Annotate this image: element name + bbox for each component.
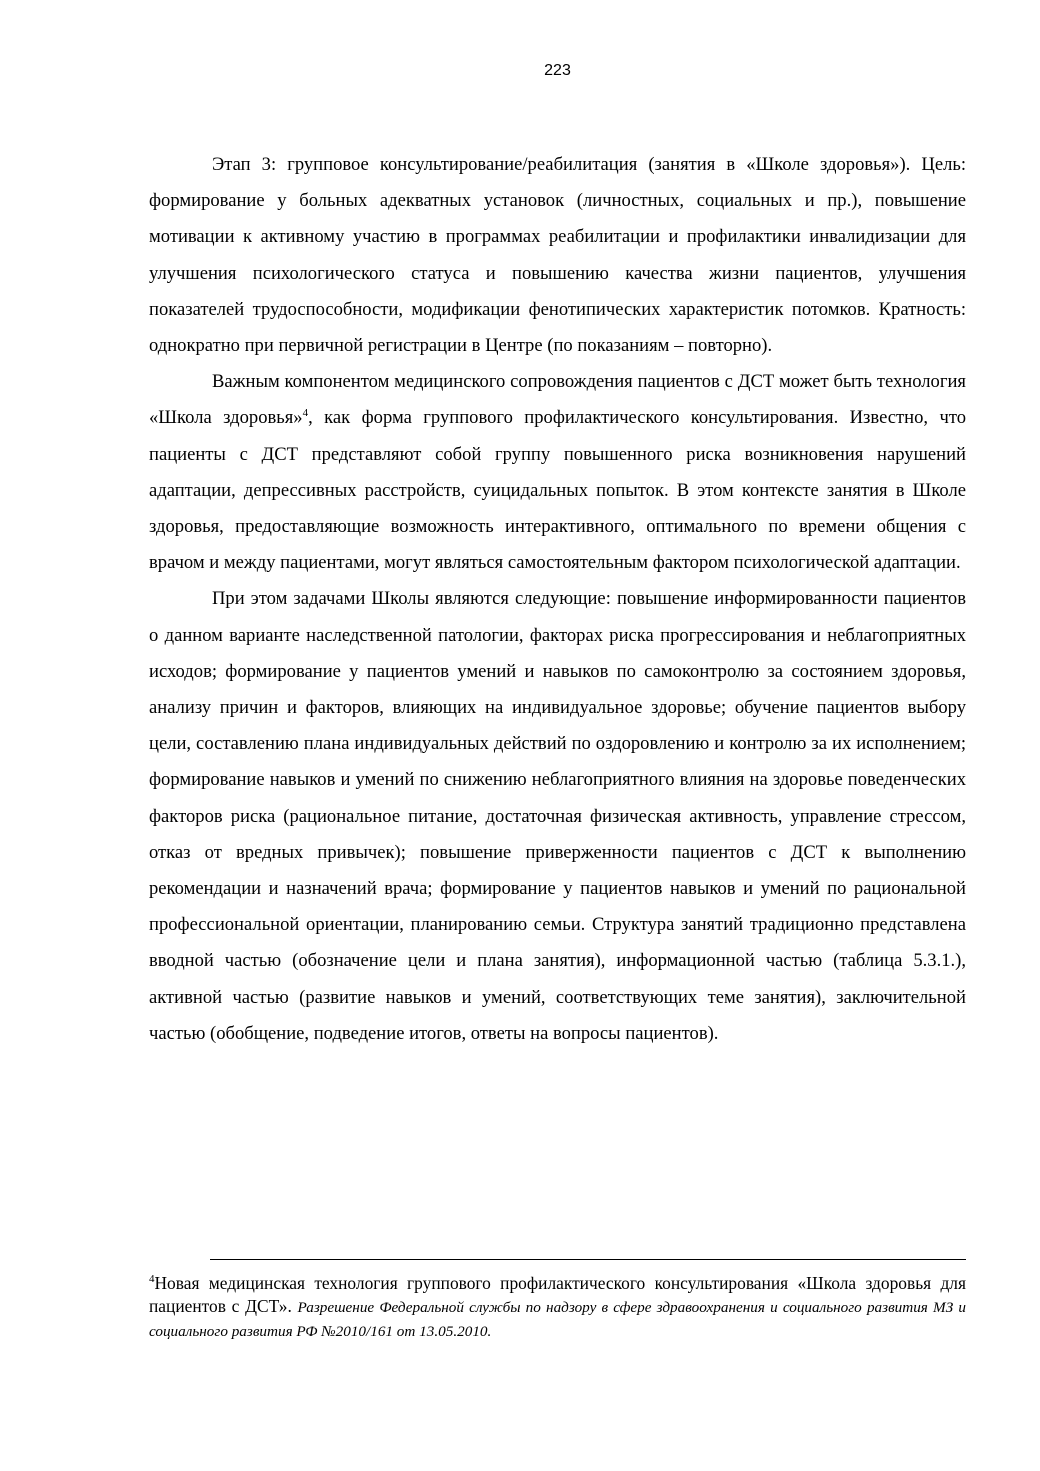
footnote-marker: 4 bbox=[149, 1273, 155, 1286]
footnote-permission-text: Разрешение Федеральной службы по надзору в сфере здравоохранения и социального развития МЗ и социального развития РФ №2010/161 от 13.05.2010. bbox=[149, 1299, 966, 1340]
paragraph-stage-3: Этап 3: групповое консультирование/реабилитация (занятия в «Школе здоровья»). Цель: формирование у больных адекватных установок (личностных, социальных и пр.), повышение мотивации к активному участию в программах реабилитации и профилактики инвалидизации для улучшения психологического статуса и повышению качества жизни пациентов, улучшения показателей трудоспособности, модификации фенотипических характеристик потомков. Кратность: однократно при первичной регистрации в Центре (по показаниям – повторно). bbox=[149, 154, 966, 357]
footnote-text: Новая медицинская технология группового профилактического консультирования «Школа здоровья для пациентов с ДСТ». bbox=[149, 1273, 966, 1316]
body-text bbox=[149, 147, 966, 1052]
paragraph-school-tasks: При этом задачами Школы являются следующие: повышение информированности пациентов о данном варианте наследственной патологии, факторах риска прогрессирования и неблагоприятных исходов; формирование у пациентов умений и навыков по самоконтролю за состоянием здоровья, анализу причин и факторов, влияющих на индивидуальное здоровье; обучение пациентов выбору цели, составлению плана индивидуальных действий по оздоровлению и контролю за их исполнением; формирование навыков и умений по снижению неблагоприятного влияния на здоровье поведенческих факторов риска (рациональное питание, достаточная физическая активность, управление стрессом, отказ от вредных привычек); повышение приверженности пациентов с ДСТ к выполнению рекомендации и назначений врача; формирование у пациентов навыков и умений по рациональной профессиональной ориентации, планированию семьи. Структура занятий традиционно представлена вводной частью (обозначение цели и плана занятия), информационной частью (таблица 5.3.1.), активной частью (развитие навыков и умений, соответствующих теме занятия), заключительной частью (обобщение, подведение итогов, ответы на вопросы пациентов). bbox=[149, 588, 966, 1044]
paragraph-text-end: , как форма группового профилактического консультирования. Известно, что пациенты с ДСТ представляют собой группу повышенного риска возникновения нарушений адаптации, депрессивных расстройств, суицидальных попыток. В этом контексте занятия в Школе здоровья, предоставляющие возможность интерактивного, оптимального по времени общения с врачом и между пациентами, могут являться самостоятельным фактором психологической адаптации. bbox=[149, 407, 967, 574]
paragraph-text-start: Важным компонентом медицинского сопровождения пациентов с ДСТ может быть технология «Школа здоровья» bbox=[149, 371, 966, 429]
page-number: 223 bbox=[544, 62, 571, 79]
paragraph-health-school-technology bbox=[149, 364, 966, 581]
footnote-separator bbox=[210, 1259, 966, 1260]
footnote bbox=[149, 1272, 966, 1343]
footnote-reference: 4 bbox=[302, 407, 309, 420]
